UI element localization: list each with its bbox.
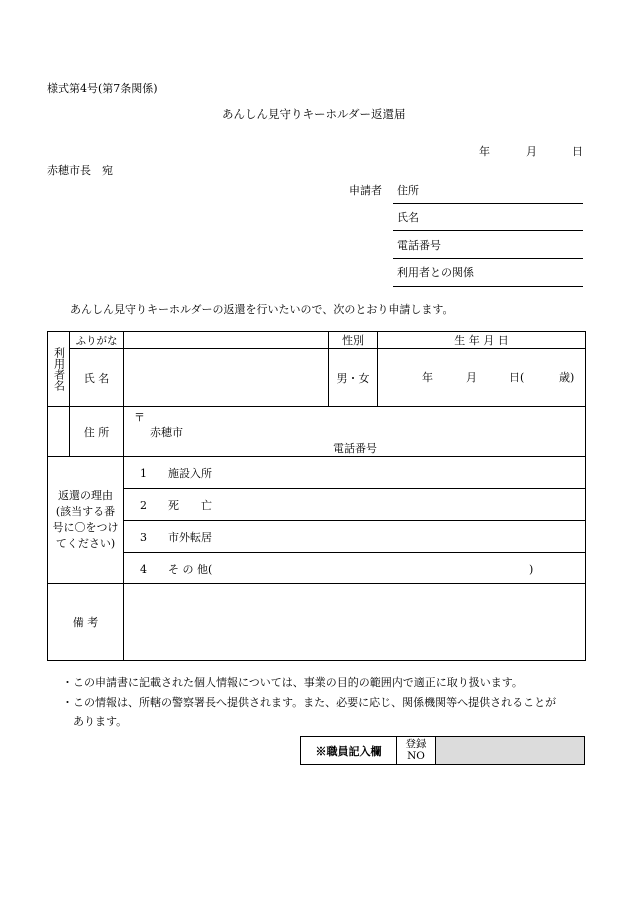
name-input[interactable] bbox=[124, 349, 329, 407]
reason-option-3[interactable] bbox=[124, 521, 586, 553]
form-number: 様式第4号(第7条関係) bbox=[47, 82, 158, 95]
reason-text-2: 死 亡 bbox=[168, 499, 212, 512]
staff-reg-number-input[interactable] bbox=[436, 737, 585, 765]
applicant-label: 申請者 bbox=[349, 184, 382, 197]
staff-reg-line2: NO bbox=[407, 749, 425, 762]
remarks-label-cell bbox=[48, 584, 124, 661]
address-city: 赤穂市 bbox=[150, 426, 183, 439]
note-3: あります。 bbox=[62, 715, 128, 728]
furigana-label: ふりがな bbox=[75, 334, 118, 347]
reason-num-3: 3 bbox=[140, 531, 147, 544]
applicant-address-underline bbox=[393, 203, 583, 204]
reason-num-1: 1 bbox=[140, 467, 147, 480]
birth-value-cell[interactable] bbox=[378, 349, 586, 407]
reason-text-1: 施設入所 bbox=[168, 467, 212, 480]
reason-option-1[interactable] bbox=[124, 457, 586, 489]
gender-value: 男・女 bbox=[336, 371, 370, 385]
reason-num-4: 4 bbox=[140, 563, 147, 576]
birth-label: 生 年 月 日 bbox=[454, 334, 509, 347]
application-table bbox=[47, 331, 586, 661]
date-year: 年 bbox=[479, 145, 490, 158]
postal-mark: 〒 bbox=[134, 411, 145, 424]
reason-option-2[interactable] bbox=[124, 489, 586, 521]
date-month: 月 bbox=[526, 145, 537, 158]
page-title: あんしん見守りキーホルダー返還届 bbox=[222, 107, 406, 121]
name-label: 氏 名 bbox=[83, 371, 110, 385]
birth-day: 日( bbox=[509, 371, 525, 384]
staff-box bbox=[300, 736, 585, 765]
applicant-relation-label: 利用者との関係 bbox=[397, 266, 474, 279]
reason-close-paren: ) bbox=[529, 563, 534, 576]
reason-label: 返還の理由 (該当する番 号に〇をつけ てください) bbox=[52, 489, 119, 550]
applicant-name-label: 氏名 bbox=[397, 211, 419, 224]
furigana-label-cell bbox=[70, 332, 124, 349]
remarks-input[interactable] bbox=[124, 584, 586, 661]
staff-reg-line1: 登録 bbox=[405, 737, 427, 750]
reason-text-4: そ の 他( bbox=[168, 563, 213, 576]
staff-label-cell bbox=[301, 737, 397, 765]
birth-label-cell bbox=[378, 332, 586, 349]
gender-label-cell bbox=[329, 332, 378, 349]
name-label-cell bbox=[70, 349, 124, 407]
gender-value-cell[interactable] bbox=[329, 349, 378, 407]
date-day: 日 bbox=[572, 145, 583, 158]
birth-month: 月 bbox=[466, 371, 477, 384]
address-phone-label: 電話番号 bbox=[333, 442, 377, 455]
applicant-phone-label: 電話番号 bbox=[397, 239, 441, 252]
applicant-address-label: 住所 bbox=[397, 184, 419, 197]
address-label-cell bbox=[70, 407, 124, 457]
applicant-name-underline bbox=[393, 230, 583, 231]
address-spacer bbox=[48, 407, 70, 457]
reason-num-2: 2 bbox=[140, 499, 147, 512]
gender-label: 性別 bbox=[342, 334, 364, 347]
address-label: 住 所 bbox=[83, 425, 110, 439]
note-2: ・この情報は、所轄の警察署長へ提供されます。また、必要に応じ、関係機関等へ提供されることが bbox=[62, 696, 557, 709]
staff-reg-label-cell bbox=[397, 737, 436, 765]
furigana-input[interactable] bbox=[124, 332, 329, 349]
remarks-label: 備 考 bbox=[72, 616, 99, 629]
intro-text: あんしん見守りキーホルダーの返還を行いたいので、次のとおり申請します。 bbox=[70, 303, 454, 316]
staff-label: ※職員記入欄 bbox=[315, 744, 382, 758]
applicant-phone-underline bbox=[393, 258, 583, 259]
user-label: 利用者名 bbox=[52, 347, 66, 391]
note-1: ・この申請書に記載された個人情報については、事業の目的の範囲内で適正に取り扱います。 bbox=[62, 676, 523, 689]
reason-option-4[interactable] bbox=[124, 553, 586, 584]
user-label-cell bbox=[48, 332, 70, 407]
addressee: 赤穂市長 宛 bbox=[47, 164, 113, 177]
reason-text-3: 市外転居 bbox=[168, 531, 212, 544]
birth-year: 年 bbox=[422, 371, 433, 384]
applicant-relation-underline bbox=[393, 286, 583, 287]
birth-age: 歳) bbox=[559, 371, 575, 384]
address-input[interactable] bbox=[124, 407, 586, 457]
reason-label-cell bbox=[48, 457, 124, 584]
